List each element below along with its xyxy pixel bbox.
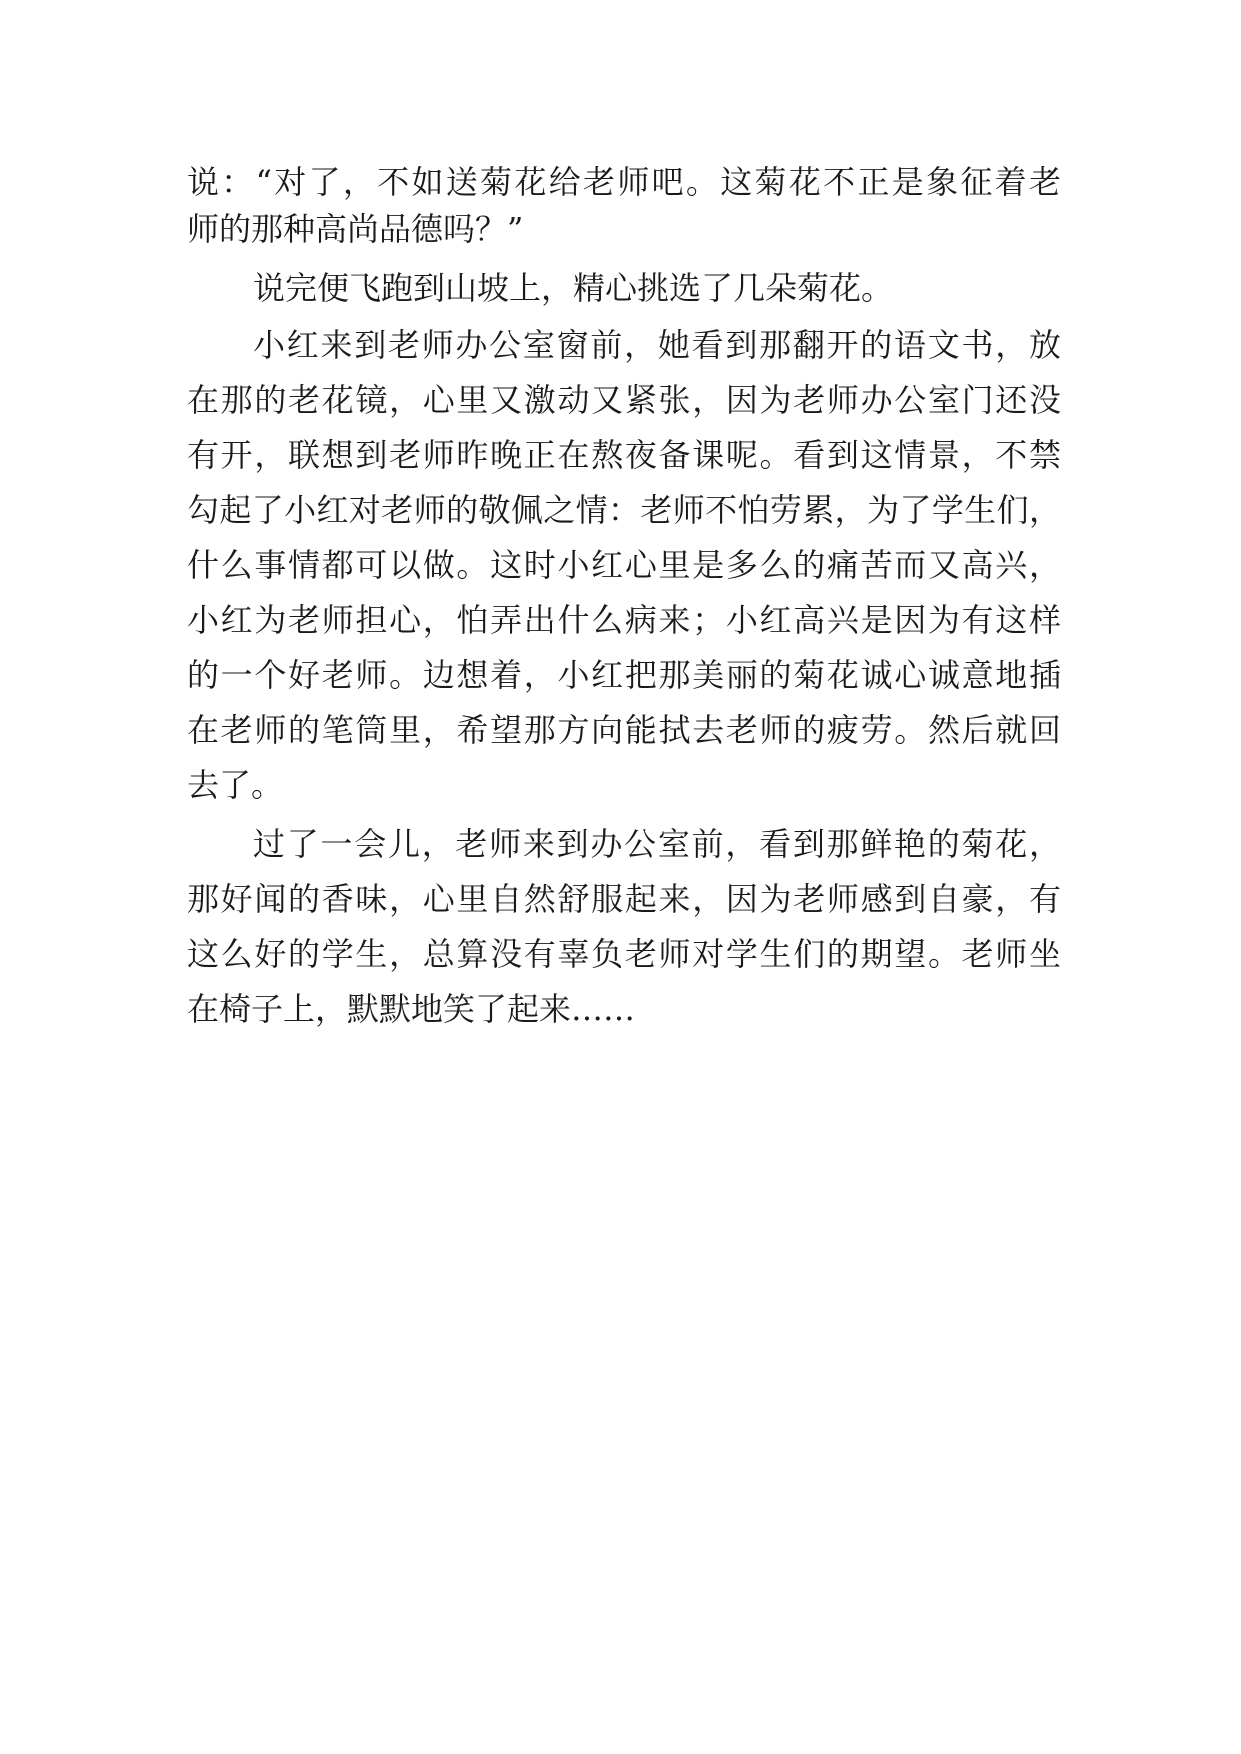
text-line: 有开，联想到老师昨晚正在熬夜备课呢。看到这情景，不禁 (187, 436, 1061, 474)
text-line: 在椅子上，默默地笑了起来…… (187, 990, 636, 1028)
text-line: 说：“对了，不如送菊花给老师吧。这菊花不正是象征着老 (187, 163, 1061, 201)
text-line: 过了一会儿，老师来到办公室前，看到那鲜艳的菊花， (253, 825, 1061, 863)
text-line: 去了。 (187, 766, 284, 804)
text-line: 说完便飞跑到山坡上，精心挑选了几朵菊花。 (253, 269, 894, 307)
text-line: 那好闻的香味，心里自然舒服起来，因为老师感到自豪，有 (187, 880, 1061, 918)
text-line: 什么事情都可以做。这时小红心里是多么的痛苦而又高兴， (187, 546, 1061, 584)
text-line: 小红来到老师办公室窗前，她看到那翻开的语文书，放 (253, 326, 1061, 364)
text-line: 在那的老花镜，心里又激动又紧张，因为老师办公室门还没 (187, 381, 1061, 419)
text-line: 小红为老师担心，怕弄出什么病来；小红高兴是因为有这样 (187, 601, 1061, 639)
text-line: 勾起了小红对老师的敬佩之情：老师不怕劳累，为了学生们， (187, 491, 1061, 529)
text-line: 师的那种高尚品德吗？” (187, 210, 524, 248)
text-line: 在老师的笔筒里，希望那方向能拭去老师的疲劳。然后就回 (187, 711, 1061, 749)
text-line: 的一个好老师。边想着，小红把那美丽的菊花诚心诚意地插 (187, 656, 1061, 694)
text-line: 这么好的学生，总算没有辜负老师对学生们的期望。老师坐 (187, 935, 1061, 973)
